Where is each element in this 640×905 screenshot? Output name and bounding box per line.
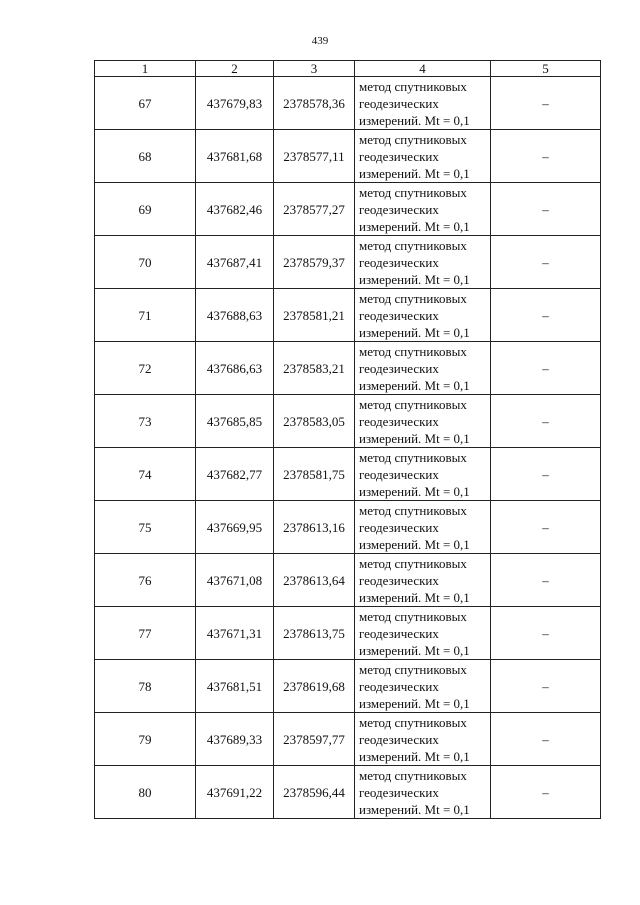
x-coordinate-cell: 437681,51 xyxy=(196,660,274,713)
method-line: геодезических xyxy=(359,784,439,800)
table-row xyxy=(95,289,601,342)
method-line: метод спутниковых xyxy=(359,767,467,783)
y-coordinate-cell: 2378581,21 xyxy=(274,289,355,342)
x-coordinate-cell: 437682,77 xyxy=(196,448,274,501)
method-line: метод спутниковых xyxy=(359,396,467,412)
note-cell: – xyxy=(491,342,601,395)
y-coordinate-cell: 2378619,68 xyxy=(274,660,355,713)
table-row xyxy=(95,660,601,713)
y-coordinate-cell: 2378577,11 xyxy=(274,130,355,183)
point-number-cell: 72 xyxy=(95,342,196,395)
point-number-cell: 80 xyxy=(95,766,196,819)
note-cell: – xyxy=(491,183,601,236)
note-cell: – xyxy=(491,713,601,766)
note-cell: – xyxy=(491,501,601,554)
method-line: геодезических xyxy=(359,572,439,588)
x-coordinate-cell: 437671,08 xyxy=(196,554,274,607)
y-coordinate-cell: 2378613,16 xyxy=(274,501,355,554)
column-header-5: 5 xyxy=(491,61,601,77)
table-row xyxy=(95,77,601,130)
table-body xyxy=(95,77,601,819)
note-cell: – xyxy=(491,660,601,713)
table-row xyxy=(95,183,601,236)
column-header-2: 2 xyxy=(196,61,274,77)
note-cell: – xyxy=(491,77,601,130)
note-cell: – xyxy=(491,289,601,342)
method-line: метод спутниковых xyxy=(359,237,467,253)
method-line: измерений. Mt = 0,1 xyxy=(359,642,470,658)
note-cell: – xyxy=(491,236,601,289)
y-coordinate-cell: 2378583,21 xyxy=(274,342,355,395)
point-number-cell: 68 xyxy=(95,130,196,183)
method-line: метод спутниковых xyxy=(359,78,467,94)
method-line: измерений. Mt = 0,1 xyxy=(359,271,470,287)
table-row xyxy=(95,607,601,660)
method-line: геодезических xyxy=(359,254,439,270)
point-number-cell: 75 xyxy=(95,501,196,554)
y-coordinate-cell: 2378577,27 xyxy=(274,183,355,236)
y-coordinate-cell: 2378613,64 xyxy=(274,554,355,607)
method-line: метод спутниковых xyxy=(359,661,467,677)
method-cell xyxy=(355,236,491,289)
column-header-1: 1 xyxy=(95,61,196,77)
table-row xyxy=(95,448,601,501)
y-coordinate-cell: 2378596,44 xyxy=(274,766,355,819)
method-line: измерений. Mt = 0,1 xyxy=(359,112,470,128)
method-cell xyxy=(355,554,491,607)
method-line: измерений. Mt = 0,1 xyxy=(359,218,470,234)
method-line: геодезических xyxy=(359,148,439,164)
y-coordinate-cell: 2378583,05 xyxy=(274,395,355,448)
method-cell xyxy=(355,448,491,501)
method-line: измерений. Mt = 0,1 xyxy=(359,324,470,340)
method-line: геодезических xyxy=(359,678,439,694)
x-coordinate-cell: 437679,83 xyxy=(196,77,274,130)
table-row xyxy=(95,554,601,607)
point-number-cell: 67 xyxy=(95,77,196,130)
method-line: измерений. Mt = 0,1 xyxy=(359,483,470,499)
table-row xyxy=(95,713,601,766)
method-line: измерений. Mt = 0,1 xyxy=(359,430,470,446)
x-coordinate-cell: 437681,68 xyxy=(196,130,274,183)
x-coordinate-cell: 437687,41 xyxy=(196,236,274,289)
x-coordinate-cell: 437685,85 xyxy=(196,395,274,448)
x-coordinate-cell: 437688,63 xyxy=(196,289,274,342)
note-cell: – xyxy=(491,395,601,448)
method-line: измерений. Mt = 0,1 xyxy=(359,748,470,764)
note-cell: – xyxy=(491,448,601,501)
method-line: метод спутниковых xyxy=(359,502,467,518)
point-number-cell: 74 xyxy=(95,448,196,501)
method-line: геодезических xyxy=(359,625,439,641)
method-line: метод спутниковых xyxy=(359,184,467,200)
x-coordinate-cell: 437682,46 xyxy=(196,183,274,236)
method-line: метод спутниковых xyxy=(359,290,467,306)
point-number-cell: 71 xyxy=(95,289,196,342)
y-coordinate-cell: 2378579,37 xyxy=(274,236,355,289)
note-cell: – xyxy=(491,130,601,183)
method-line: измерений. Mt = 0,1 xyxy=(359,589,470,605)
note-cell: – xyxy=(491,554,601,607)
method-line: геодезических xyxy=(359,201,439,217)
table-header xyxy=(95,61,601,77)
method-line: измерений. Mt = 0,1 xyxy=(359,695,470,711)
method-cell xyxy=(355,395,491,448)
method-line: измерений. Mt = 0,1 xyxy=(359,377,470,393)
point-number-cell: 78 xyxy=(95,660,196,713)
method-cell xyxy=(355,77,491,130)
method-cell xyxy=(355,289,491,342)
point-number-cell: 77 xyxy=(95,607,196,660)
method-line: измерений. Mt = 0,1 xyxy=(359,536,470,552)
method-line: метод спутниковых xyxy=(359,608,467,624)
method-line: метод спутниковых xyxy=(359,343,467,359)
x-coordinate-cell: 437689,33 xyxy=(196,713,274,766)
table-row xyxy=(95,130,601,183)
method-line: измерений. Mt = 0,1 xyxy=(359,165,470,181)
note-cell: – xyxy=(491,766,601,819)
method-line: геодезических xyxy=(359,731,439,747)
method-line: геодезических xyxy=(359,360,439,376)
y-coordinate-cell: 2378613,75 xyxy=(274,607,355,660)
x-coordinate-cell: 437686,63 xyxy=(196,342,274,395)
y-coordinate-cell: 2378581,75 xyxy=(274,448,355,501)
note-cell: – xyxy=(491,607,601,660)
method-line: измерений. Mt = 0,1 xyxy=(359,801,470,817)
column-header-3: 3 xyxy=(274,61,355,77)
point-number-cell: 79 xyxy=(95,713,196,766)
page-number: 439 xyxy=(311,35,329,47)
method-cell xyxy=(355,607,491,660)
method-line: геодезических xyxy=(359,307,439,323)
method-cell xyxy=(355,766,491,819)
point-number-cell: 73 xyxy=(95,395,196,448)
x-coordinate-cell: 437671,31 xyxy=(196,607,274,660)
method-line: метод спутниковых xyxy=(359,131,467,147)
method-cell xyxy=(355,342,491,395)
x-coordinate-cell: 437691,22 xyxy=(196,766,274,819)
x-coordinate-cell: 437669,95 xyxy=(196,501,274,554)
method-line: метод спутниковых xyxy=(359,714,467,730)
method-line: геодезических xyxy=(359,413,439,429)
y-coordinate-cell: 2378597,77 xyxy=(274,713,355,766)
table-row xyxy=(95,342,601,395)
method-cell xyxy=(355,183,491,236)
table-row xyxy=(95,501,601,554)
y-coordinate-cell: 2378578,36 xyxy=(274,77,355,130)
method-line: геодезических xyxy=(359,519,439,535)
method-cell xyxy=(355,130,491,183)
method-cell xyxy=(355,501,491,554)
table-row xyxy=(95,236,601,289)
method-line: геодезических xyxy=(359,466,439,482)
table-row xyxy=(95,395,601,448)
table-row xyxy=(95,766,601,819)
point-number-cell: 76 xyxy=(95,554,196,607)
point-number-cell: 69 xyxy=(95,183,196,236)
coordinates-table xyxy=(94,60,601,819)
method-cell xyxy=(355,713,491,766)
method-line: геодезических xyxy=(359,95,439,111)
point-number-cell: 70 xyxy=(95,236,196,289)
column-header-4: 4 xyxy=(355,61,491,77)
method-cell xyxy=(355,660,491,713)
method-line: метод спутниковых xyxy=(359,555,467,571)
method-line: метод спутниковых xyxy=(359,449,467,465)
header-row xyxy=(95,61,601,77)
